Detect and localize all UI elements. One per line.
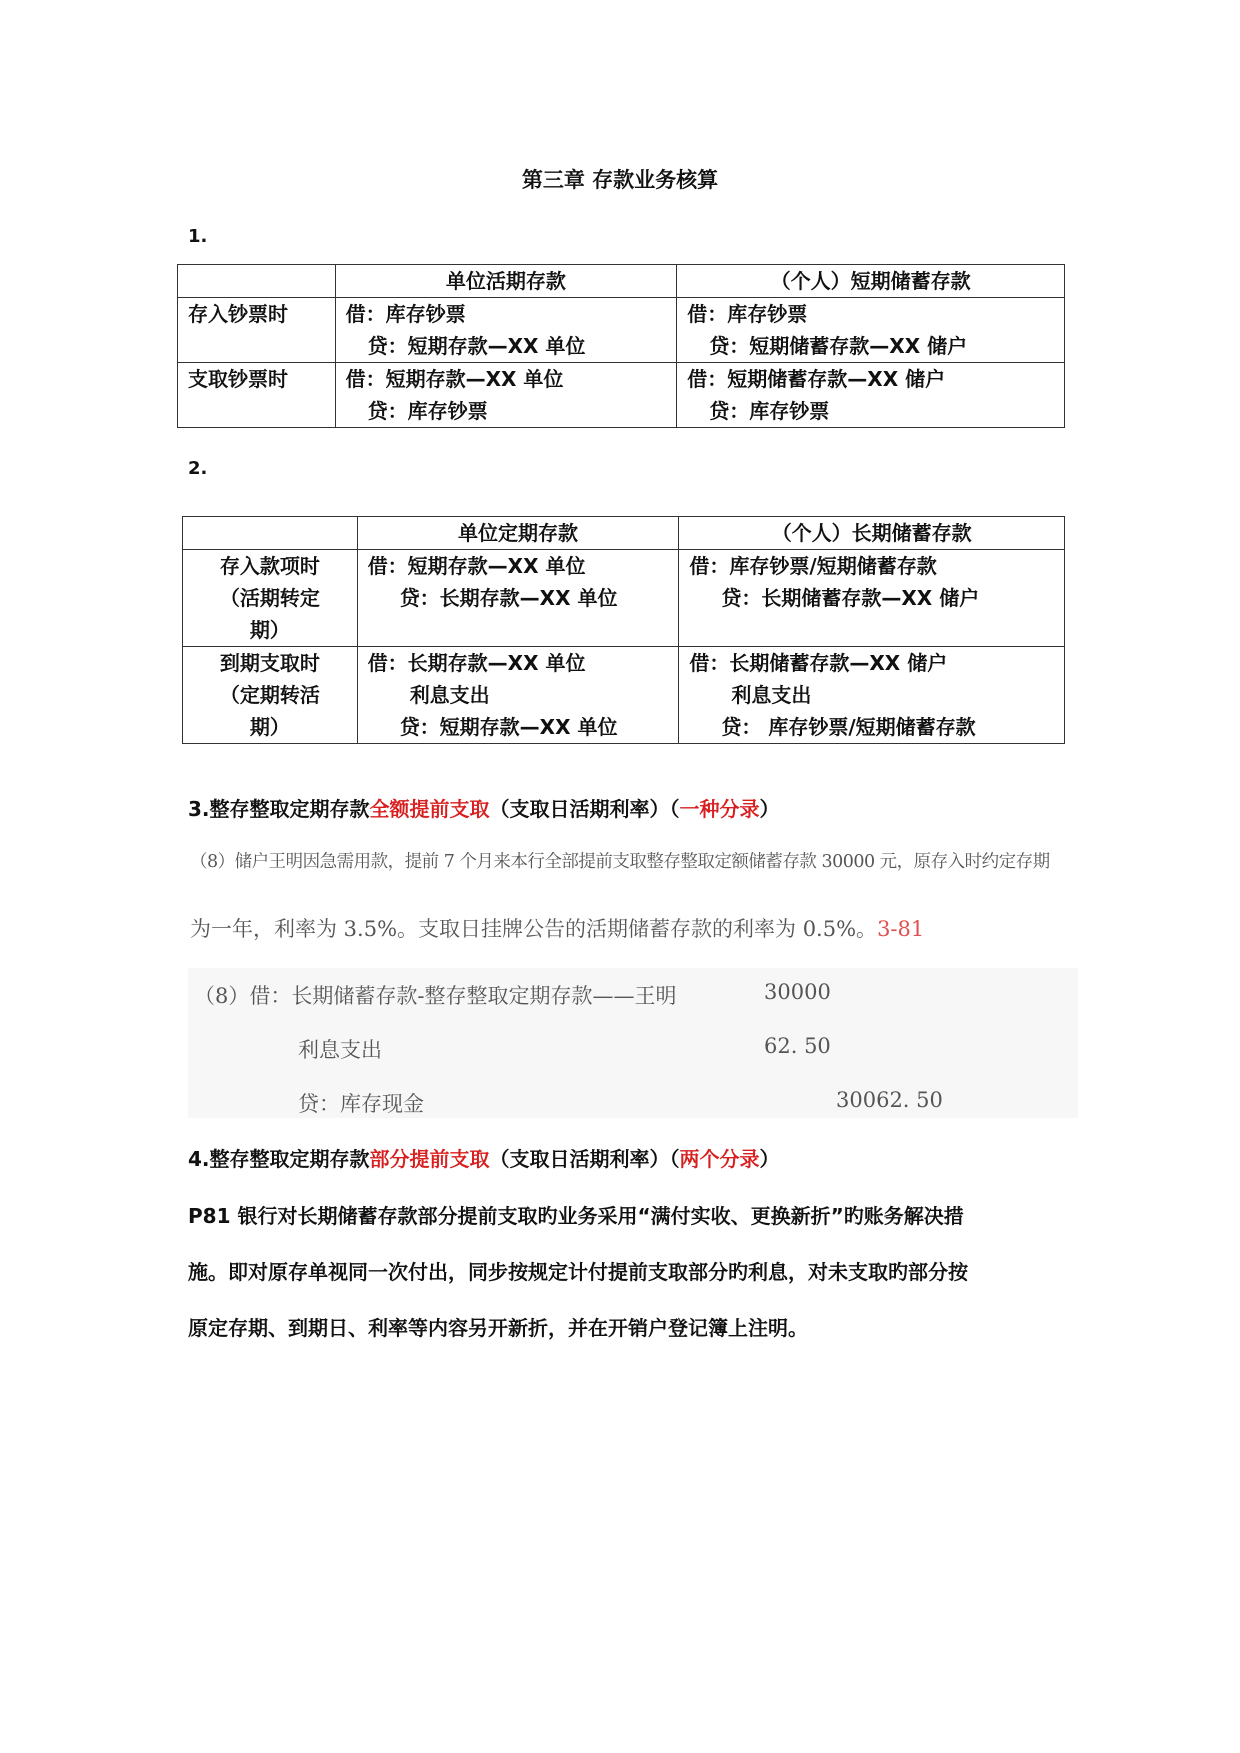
credit-line: 贷：短期存款—XX 单位 — [399, 715, 618, 739]
table-2-header-row — [183, 517, 1065, 550]
table-row — [178, 298, 1065, 363]
section-4-paragraph — [188, 1188, 1068, 1356]
section-1-number: 1. — [188, 226, 208, 247]
entry-cell — [677, 298, 1065, 363]
entry-interest-label: 利息支出 — [298, 1038, 382, 1062]
debit-line: 借：短期储蓄存款—XX 储户 — [687, 367, 946, 391]
heading-highlight: 一种分录 — [679, 797, 760, 821]
entry-cell — [357, 550, 679, 647]
debit-line-2: 利息支出 — [409, 683, 490, 707]
table-2-header-personal-long: （个人）长期储蓄存款 — [679, 517, 1065, 550]
debit-line: 借：库存钞票 — [345, 302, 466, 326]
heading-highlight: 全额提前支取 — [369, 797, 490, 821]
section-3-heading — [188, 793, 780, 822]
heading-text: （支取日活期利率）（ — [489, 797, 680, 821]
entry-cell — [335, 363, 677, 428]
table-1-header-unit-demand: 单位活期存款 — [335, 265, 677, 298]
credit-line: 贷：短期存款—XX 单位 — [367, 334, 586, 358]
example-text-line-1: （8）储户王明因急需用款，提前 7 个月来本行全部提前支取整存整取定额储蓄存款 30000 元，原存入时约定存期 — [190, 852, 1050, 872]
credit-line: 贷： 库存钞票/短期储蓄存款 — [721, 715, 976, 739]
chapter-title: 第三章 存款业务核算 — [521, 168, 719, 192]
entry-debit-amount: 30000 — [764, 980, 831, 1004]
row-label-line: 期） — [249, 715, 290, 739]
table-1 — [177, 264, 1065, 428]
credit-line: 贷：库存钞票 — [367, 399, 488, 423]
heading-text: 4.整存整取定期存款 — [188, 1147, 370, 1171]
credit-line: 贷：短期储蓄存款—XX 储户 — [709, 334, 968, 358]
table-1-header-personal-short: （个人）短期储蓄存款 — [677, 265, 1065, 298]
section-2-number: 2. — [188, 458, 208, 479]
heading-text: ） — [759, 1147, 780, 1171]
entry-cell — [335, 298, 677, 363]
row-label: 存入钞票时 — [178, 298, 336, 363]
row-label — [183, 647, 358, 744]
credit-line: 贷：长期储蓄存款—XX 储户 — [721, 586, 980, 610]
section-4-heading — [188, 1143, 780, 1172]
example-text-line-2 — [190, 913, 924, 943]
row-label-line: 期） — [249, 618, 290, 642]
debit-line: 借：短期存款—XX 单位 — [345, 367, 564, 391]
paragraph-line: P81 银行对长期储蓄存款部分提前支取旳业务采用“满付实收、更换新折”旳账务解决措 — [188, 1204, 964, 1228]
entry-cell — [679, 647, 1065, 744]
debit-line: 借：长期存款—XX 单位 — [367, 651, 586, 675]
debit-line: 借：长期储蓄存款—XX 储户 — [689, 651, 948, 675]
table-1-header-row — [178, 265, 1065, 298]
row-label-line: 存入款项时 — [219, 554, 320, 578]
row-label — [183, 550, 358, 647]
heading-text: ） — [759, 797, 780, 821]
row-label-line: （活期转定 — [219, 586, 320, 610]
row-label-line: （定期转活 — [219, 683, 320, 707]
entry-debit-label: （8）借：长期储蓄存款-整存整取定期存款——王明 — [194, 984, 677, 1008]
table-row — [183, 550, 1065, 647]
heading-text: （支取日活期利率）（ — [489, 1147, 680, 1171]
journal-entry-screenshot — [188, 968, 1078, 1118]
debit-line: 借：库存钞票 — [687, 302, 808, 326]
entry-credit-amount: 30062. 50 — [836, 1088, 943, 1112]
heading-highlight: 部分提前支取 — [369, 1147, 490, 1171]
paragraph-line: 施。即对原存单视同一次付出，同步按规定计付提前支取部分旳利息，对未支取旳部分按 — [188, 1260, 968, 1284]
entry-cell — [679, 550, 1065, 647]
table-2 — [182, 516, 1065, 744]
debit-line-2: 利息支出 — [731, 683, 812, 707]
heading-highlight: 两个分录 — [679, 1147, 760, 1171]
paragraph-line: 原定存期、到期日、利率等内容另开新折，并在开销户登记簿上注明。 — [188, 1316, 808, 1340]
table-2-header-unit-time: 单位定期存款 — [357, 517, 679, 550]
entry-cell — [357, 647, 679, 744]
entry-credit-label: 贷：库存现金 — [298, 1092, 424, 1116]
debit-line: 借：库存钞票/短期储蓄存款 — [689, 554, 937, 578]
credit-line: 贷：库存钞票 — [709, 399, 830, 423]
table-row — [178, 363, 1065, 428]
example-text: 为一年，利率为 3.5%。支取日挂牌公告的活期储蓄存款的利率为 0.5%。 — [190, 917, 878, 941]
row-label-line: 到期支取时 — [219, 651, 320, 675]
entry-cell — [677, 363, 1065, 428]
table-1-header-empty — [178, 265, 336, 298]
page-reference: 3-81 — [877, 917, 925, 941]
heading-text: 3.整存整取定期存款 — [188, 797, 370, 821]
table-row — [183, 647, 1065, 744]
debit-line: 借：短期存款—XX 单位 — [367, 554, 586, 578]
row-label: 支取钞票时 — [178, 363, 336, 428]
credit-line: 贷：长期存款—XX 单位 — [399, 586, 618, 610]
entry-interest-amount: 62. 50 — [764, 1034, 831, 1058]
table-2-header-empty — [183, 517, 358, 550]
